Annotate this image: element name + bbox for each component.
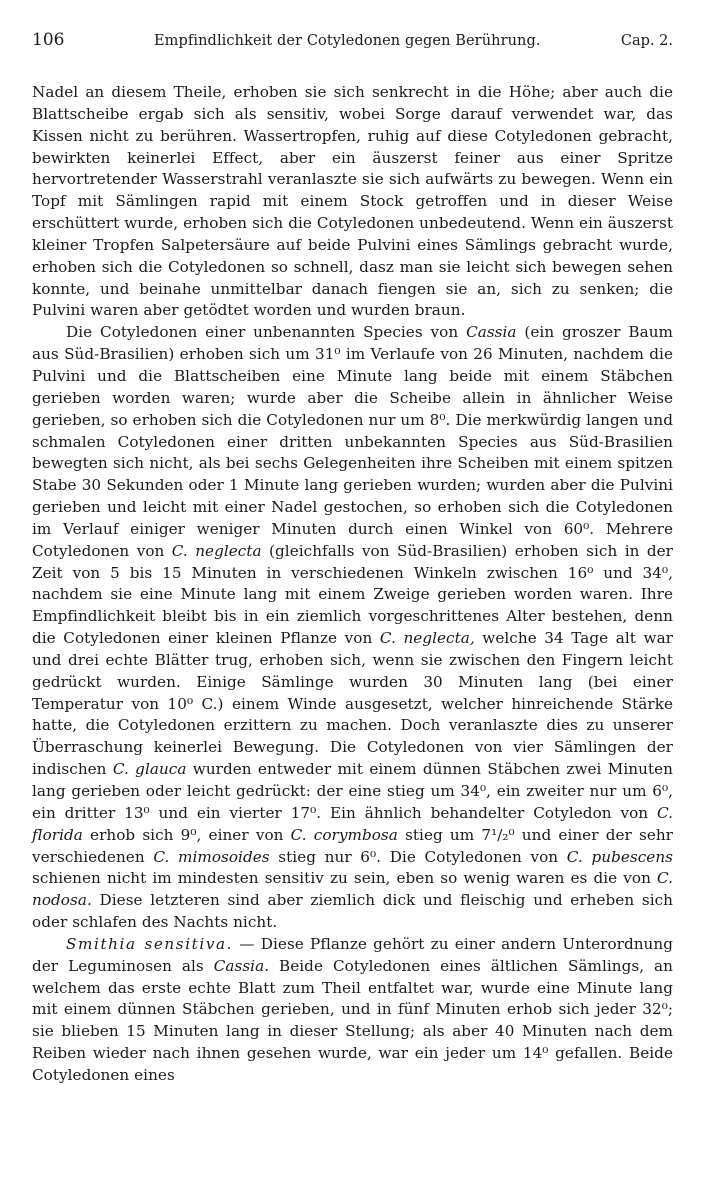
- italic-term: C. corymbosa: [290, 825, 398, 844]
- paragraph-smithia: [32, 934, 673, 1087]
- text-run: (ein groszer Baum aus Süd-Brasilien) erhoben sich um 31⁰ im Verlaufe von 26 Minuten, nachdem die Pulvini und die Blattscheiben eine Minute lang beide mit einem Stäbchen gerieben worden waren; wurde aber die Scheibe allein in ähnlicher Weise gerieben, so erhoben sich die Cotyledonen nur um 8⁰. Die merkwürdig langen und schmalen Cotyledonen einer dritten unbekannten Species aus Süd-Brasilien bewegten sich nicht, als bei sechs Gelegenheiten ihre Scheiben mit einem spitzen Stabe 30 Sekunden oder 1 Minute lang gerieben wurden; wurden aber die Pulvini gerieben und leicht mit einer Nadel gestochen, so erhoben sich die Cotyledonen im Verlauf einiger weniger Minuten durch einen Winkel von 60⁰. Mehrere Cotyledonen von: [32, 323, 673, 560]
- page-number: 106: [32, 30, 65, 50]
- text-run: stieg nur 6⁰. Die Cotyledonen von: [269, 847, 567, 866]
- italic-term: C. mimosoides: [153, 847, 270, 866]
- section-lead-term: Smithia sensitiva.: [66, 934, 234, 953]
- text-run: welche 34 Tage alt war und drei echte Blätter trug, erhoben sich, wenn sie zwischen den Fingern leicht gedrückt wurden. Einige Sämlinge wurden 30 Minuten lang (bei einer Temperatur von 10⁰ C.) einem Winde ausgesetzt, welcher hinreichende Stärke hatte, die Cotyledonen erzittern zu machen. Doch veranlaszte dies zu unserer Überraschung keinerlei Bewegung. Die Cotyledonen von vier Sämlingen der indischen: [32, 629, 673, 779]
- text-run: erhob sich 9⁰, einer von: [82, 825, 291, 844]
- paragraph-cassia: [32, 322, 673, 934]
- running-head: [32, 30, 673, 56]
- italic-term: Cassia.: [213, 956, 270, 975]
- italic-term: C. pubescens: [566, 847, 673, 866]
- text-run: (gleichfalls von Süd-Brasilien) erhoben sich in der Zeit von 5 bis 15 Minuten in verschiedenen Winkeln zwischen 16⁰ und 34⁰, nachdem sie eine Minute lang mit einem Zweige gerieben worden waren. Ihre Empfindlichkeit bleibt bis in ein ziemlich vorgeschrittenes Alter bestehen, denn die Cotyledonen einer kleinen Pflanze von: [32, 541, 673, 648]
- italic-term: C. nodosa.: [32, 869, 673, 910]
- italic-term: C. neglecta: [171, 541, 262, 560]
- text-run: Beide Cotyledonen eines ältlichen Sämlings, an welchem das erste echte Blatt zum Theil entfaltet war, wurde eine Minute lang mit einem dünnen Stäbchen gerieben, und in fünf Minuten erhob sich jeder 32⁰; sie blieben 15 Minuten lang in dieser Stellung; als aber 40 Minuten nach dem Reiben wieder nach ihnen gesehen wurde, war ein jeder um 14⁰ gefallen. Beide Cotyledonen eines: [32, 956, 673, 1084]
- body-text: [32, 82, 673, 1087]
- text-run: Diese letzteren sind aber ziemlich dick und fleischig und erheben sich oder schlafen des Nachts nicht.: [32, 891, 673, 932]
- chapter-label: Cap. 2.: [620, 33, 673, 49]
- text-run: schienen nicht im mindesten sensitiv zu sein, eben so wenig waren es die von: [32, 869, 657, 888]
- italic-term: Cassia: [466, 323, 517, 342]
- text-run: — Diese Pflanze gehört zu einer andern Unterordnung der Leguminosen als: [32, 934, 673, 975]
- text-run: Die Cotyledonen einer unbenannten Species von: [66, 323, 467, 342]
- text-run: wurden entweder mit einem dünnen Stäbchen zwei Minuten lang gerieben oder leicht gedrückt: der eine stieg um 34⁰, ein zweiter nur um 6⁰, ein dritter 13⁰ und ein vierter 17⁰. Ein ähnlich behandelter Cotyledon von: [32, 760, 673, 822]
- italic-term: C. glauca: [112, 760, 187, 779]
- italic-term: C. neglecta,: [379, 629, 475, 648]
- text-run: stieg um 7¹/₂⁰ und einer der sehr verschiedenen: [32, 825, 673, 866]
- paragraph-continuation: [32, 82, 673, 322]
- text-run: Nadel an diesem Theile, erhoben sie sich senkrecht in die Höhe; aber auch die Blattscheibe ergab sich als sensitiv, wobei Sorge darauf verwendet war, das Kissen nicht zu berühren. Wassertropfen, ruhig auf diese Cotyledonen gebracht, bewirkten keinerlei Effect, aber ein äuszerst feiner aus einer Spritze hervortretender Wasserstrahl veranlaszte sie sich aufwärts zu bewegen. Wenn ein Topf mit Sämlingen rapid mit einem Stock getroffen und in dieser Weise erschüttert wurde, erhoben sich die Cotyledonen unbedeutend. Wenn ein äuszerst kleiner Tropfen Salpetersäure auf beide Pulvini eines Sämlings gebracht wurde, erhoben sich die Cotyledonen so schnell, dasz man sie leicht sich bewegen sehen konnte, und beinahe unmittelbar danach fiengen sie an, sich zu senken; die Pulvini waren aber getödtet worden und wurden braun.: [32, 83, 673, 320]
- running-title: Empfindlichkeit der Cotyledonen gegen Berührung.: [154, 33, 541, 49]
- italic-term: C. florida: [32, 803, 673, 844]
